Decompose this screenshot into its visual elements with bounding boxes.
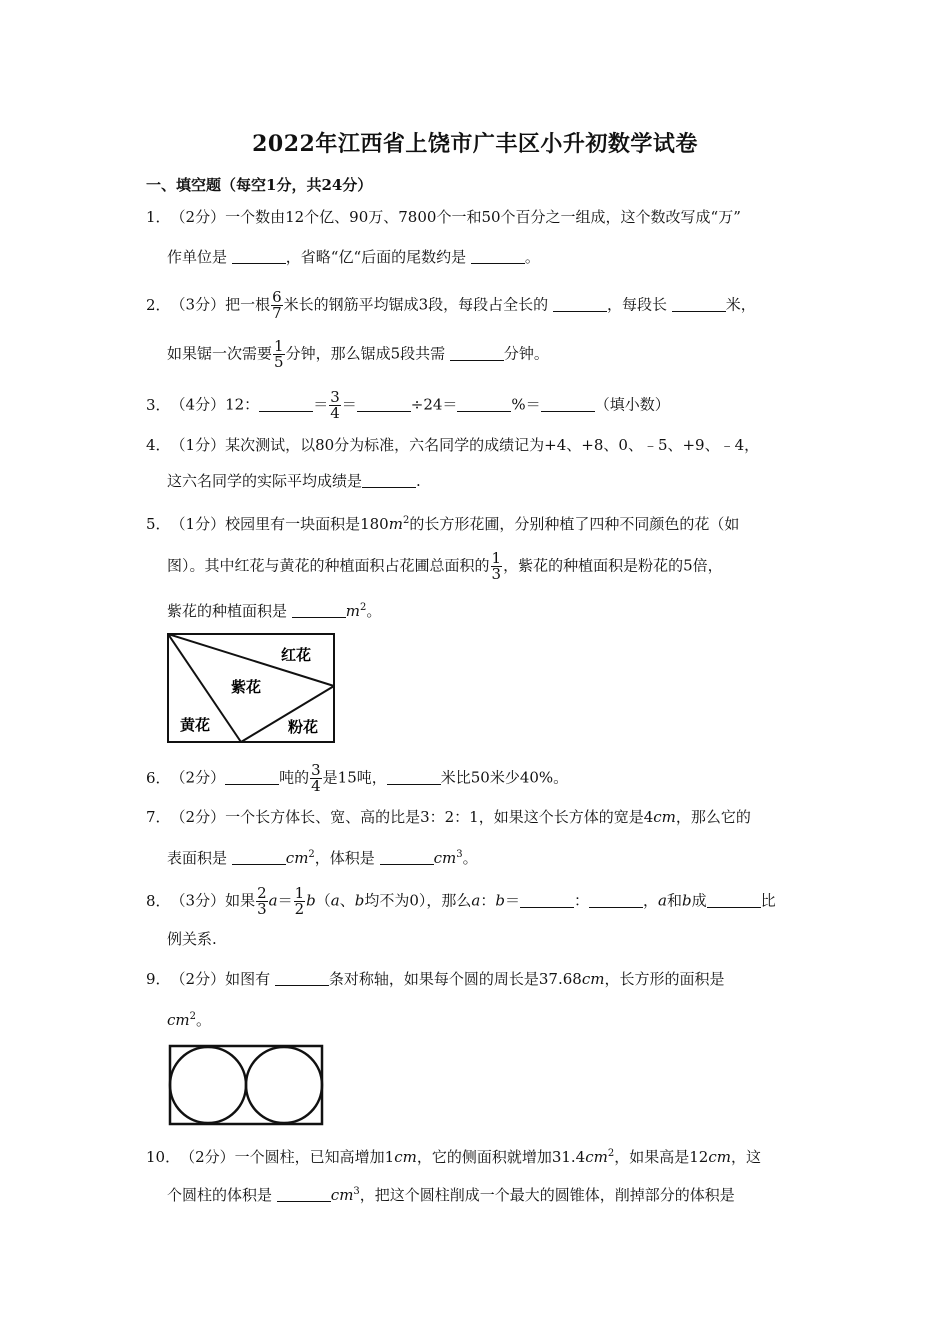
- fraction: $\frac{1}{5}$: [274, 337, 284, 371]
- answer-blank[interactable]: [450, 346, 504, 361]
- label-yellow: 黄花: [180, 716, 211, 734]
- question-6: 6．（2分） 吨的 $\frac{3}{4}$ 是15吨， 米比50米少40%。: [146, 761, 569, 795]
- question-number: 1．: [146, 208, 171, 226]
- section-heading: 一、填空题（每空1分，共24分）: [146, 176, 373, 194]
- answer-blank[interactable]: [387, 770, 441, 785]
- question-8: 8．（3分）如果 $\frac{2}{3}$ a＝ $\frac{1}{2}$ b（a、b均不为0），那么a：b＝ ： ，a和b成 比: [146, 884, 776, 918]
- answer-blank[interactable]: [471, 249, 525, 264]
- question-9: 9．（2分）如图有 条对称轴，如果每个圆的周长是37.68cm，长方形的面积是: [146, 970, 725, 988]
- fraction: $\frac{1}{2}$: [294, 884, 305, 918]
- question-7-cont: 表面积是 $cm^2$，体积是 $cm^3$。: [167, 849, 478, 867]
- question-5: 5．（1分）校园里有一块面积是$180m^2$的长方形花圃，分别种植了四种不同颜色的花（如: [146, 515, 740, 533]
- question-4: 4．（1分）某次测试，以80分为标准，六名同学的成绩记为+4、+8、0、﹣5、+9、﹣4，: [146, 436, 760, 454]
- answer-blank[interactable]: [275, 971, 329, 986]
- flower-bed-figure: [166, 632, 338, 746]
- question-5-cont: 图）。其中红花与黄花的种植面积占花圃总面积的 $\frac{1}{3}$ ，紫花的种植面积是粉花的5倍，: [167, 549, 723, 583]
- question-2-cont: 如果锯一次需要 $\frac{1}{5}$ 分钟，那么锯成5段共需 分钟。: [167, 337, 549, 371]
- answer-blank[interactable]: [277, 1187, 331, 1202]
- question-3: 3．（4分）12： ＝ $\frac{3}{4}$ ＝ ÷24＝ %＝ （填小数）: [146, 388, 670, 422]
- fraction: $\frac{2}{3}$: [257, 884, 267, 918]
- label-red: 红花: [281, 646, 312, 664]
- answer-blank[interactable]: [457, 397, 511, 412]
- answer-blank[interactable]: [707, 893, 761, 908]
- fraction: $\frac{6}{7}$: [272, 288, 282, 322]
- question-5-cont2: 紫花的种植面积是 $m^2$。: [167, 602, 382, 620]
- answer-blank[interactable]: [232, 850, 286, 865]
- answer-blank[interactable]: [672, 297, 726, 312]
- answer-blank[interactable]: [380, 850, 434, 865]
- answer-blank[interactable]: [357, 397, 411, 412]
- answer-blank[interactable]: [589, 893, 643, 908]
- answer-blank[interactable]: [292, 603, 346, 618]
- fraction: $\frac{3}{4}$: [330, 388, 340, 422]
- circle-left: [170, 1047, 246, 1123]
- label-purple: 紫花: [231, 678, 262, 696]
- answer-blank[interactable]: [520, 893, 574, 908]
- question-8-cont: 例关系.: [167, 930, 217, 948]
- question-4-cont: 这六名同学的实际平均成绩是 .: [167, 472, 421, 490]
- circle-right: [246, 1047, 322, 1123]
- two-circles-figure: [168, 1044, 324, 1126]
- fraction: $\frac{3}{4}$: [311, 761, 321, 795]
- answer-blank[interactable]: [225, 770, 279, 785]
- answer-blank[interactable]: [362, 473, 416, 488]
- question-9-cont: $cm^2$。: [167, 1011, 212, 1029]
- answer-blank[interactable]: [541, 397, 595, 412]
- fraction: $\frac{1}{3}$: [491, 549, 502, 583]
- question-1-cont: 作单位是 ，省略“亿“后面的尾数约是 。: [167, 248, 540, 266]
- answer-blank[interactable]: [553, 297, 607, 312]
- question-10-cont: 个圆柱的体积是 $cm^3$，把这个圆柱削成一个最大的圆锥体，削掉部分的体积是: [167, 1186, 735, 1204]
- page-title: 2022年江西省上饶市广丰区小升初数学试卷: [252, 131, 698, 157]
- label-pink: 粉花: [288, 718, 319, 736]
- question-1: 1．（2分）一个数由12个亿、90万、7800个一和50个百分之一组成，这个数改写成“万”: [146, 208, 741, 226]
- answer-blank[interactable]: [232, 249, 286, 264]
- question-7: 7．（2分）一个长方体长、宽、高的比是3：2：1，如果这个长方体的宽是4cm，那么它的: [146, 808, 751, 826]
- question-10: 10．（2分）一个圆柱，已知高增加1cm，它的侧面积就增加$31.4cm^2$，如果高是12cm，这: [146, 1148, 761, 1166]
- question-2: 2．（3分）把一根 $\frac{6}{7}$ 米长的钢筋平均锯成3段，每段占全长的 ，每段长 米，: [146, 288, 756, 322]
- answer-blank[interactable]: [259, 397, 313, 412]
